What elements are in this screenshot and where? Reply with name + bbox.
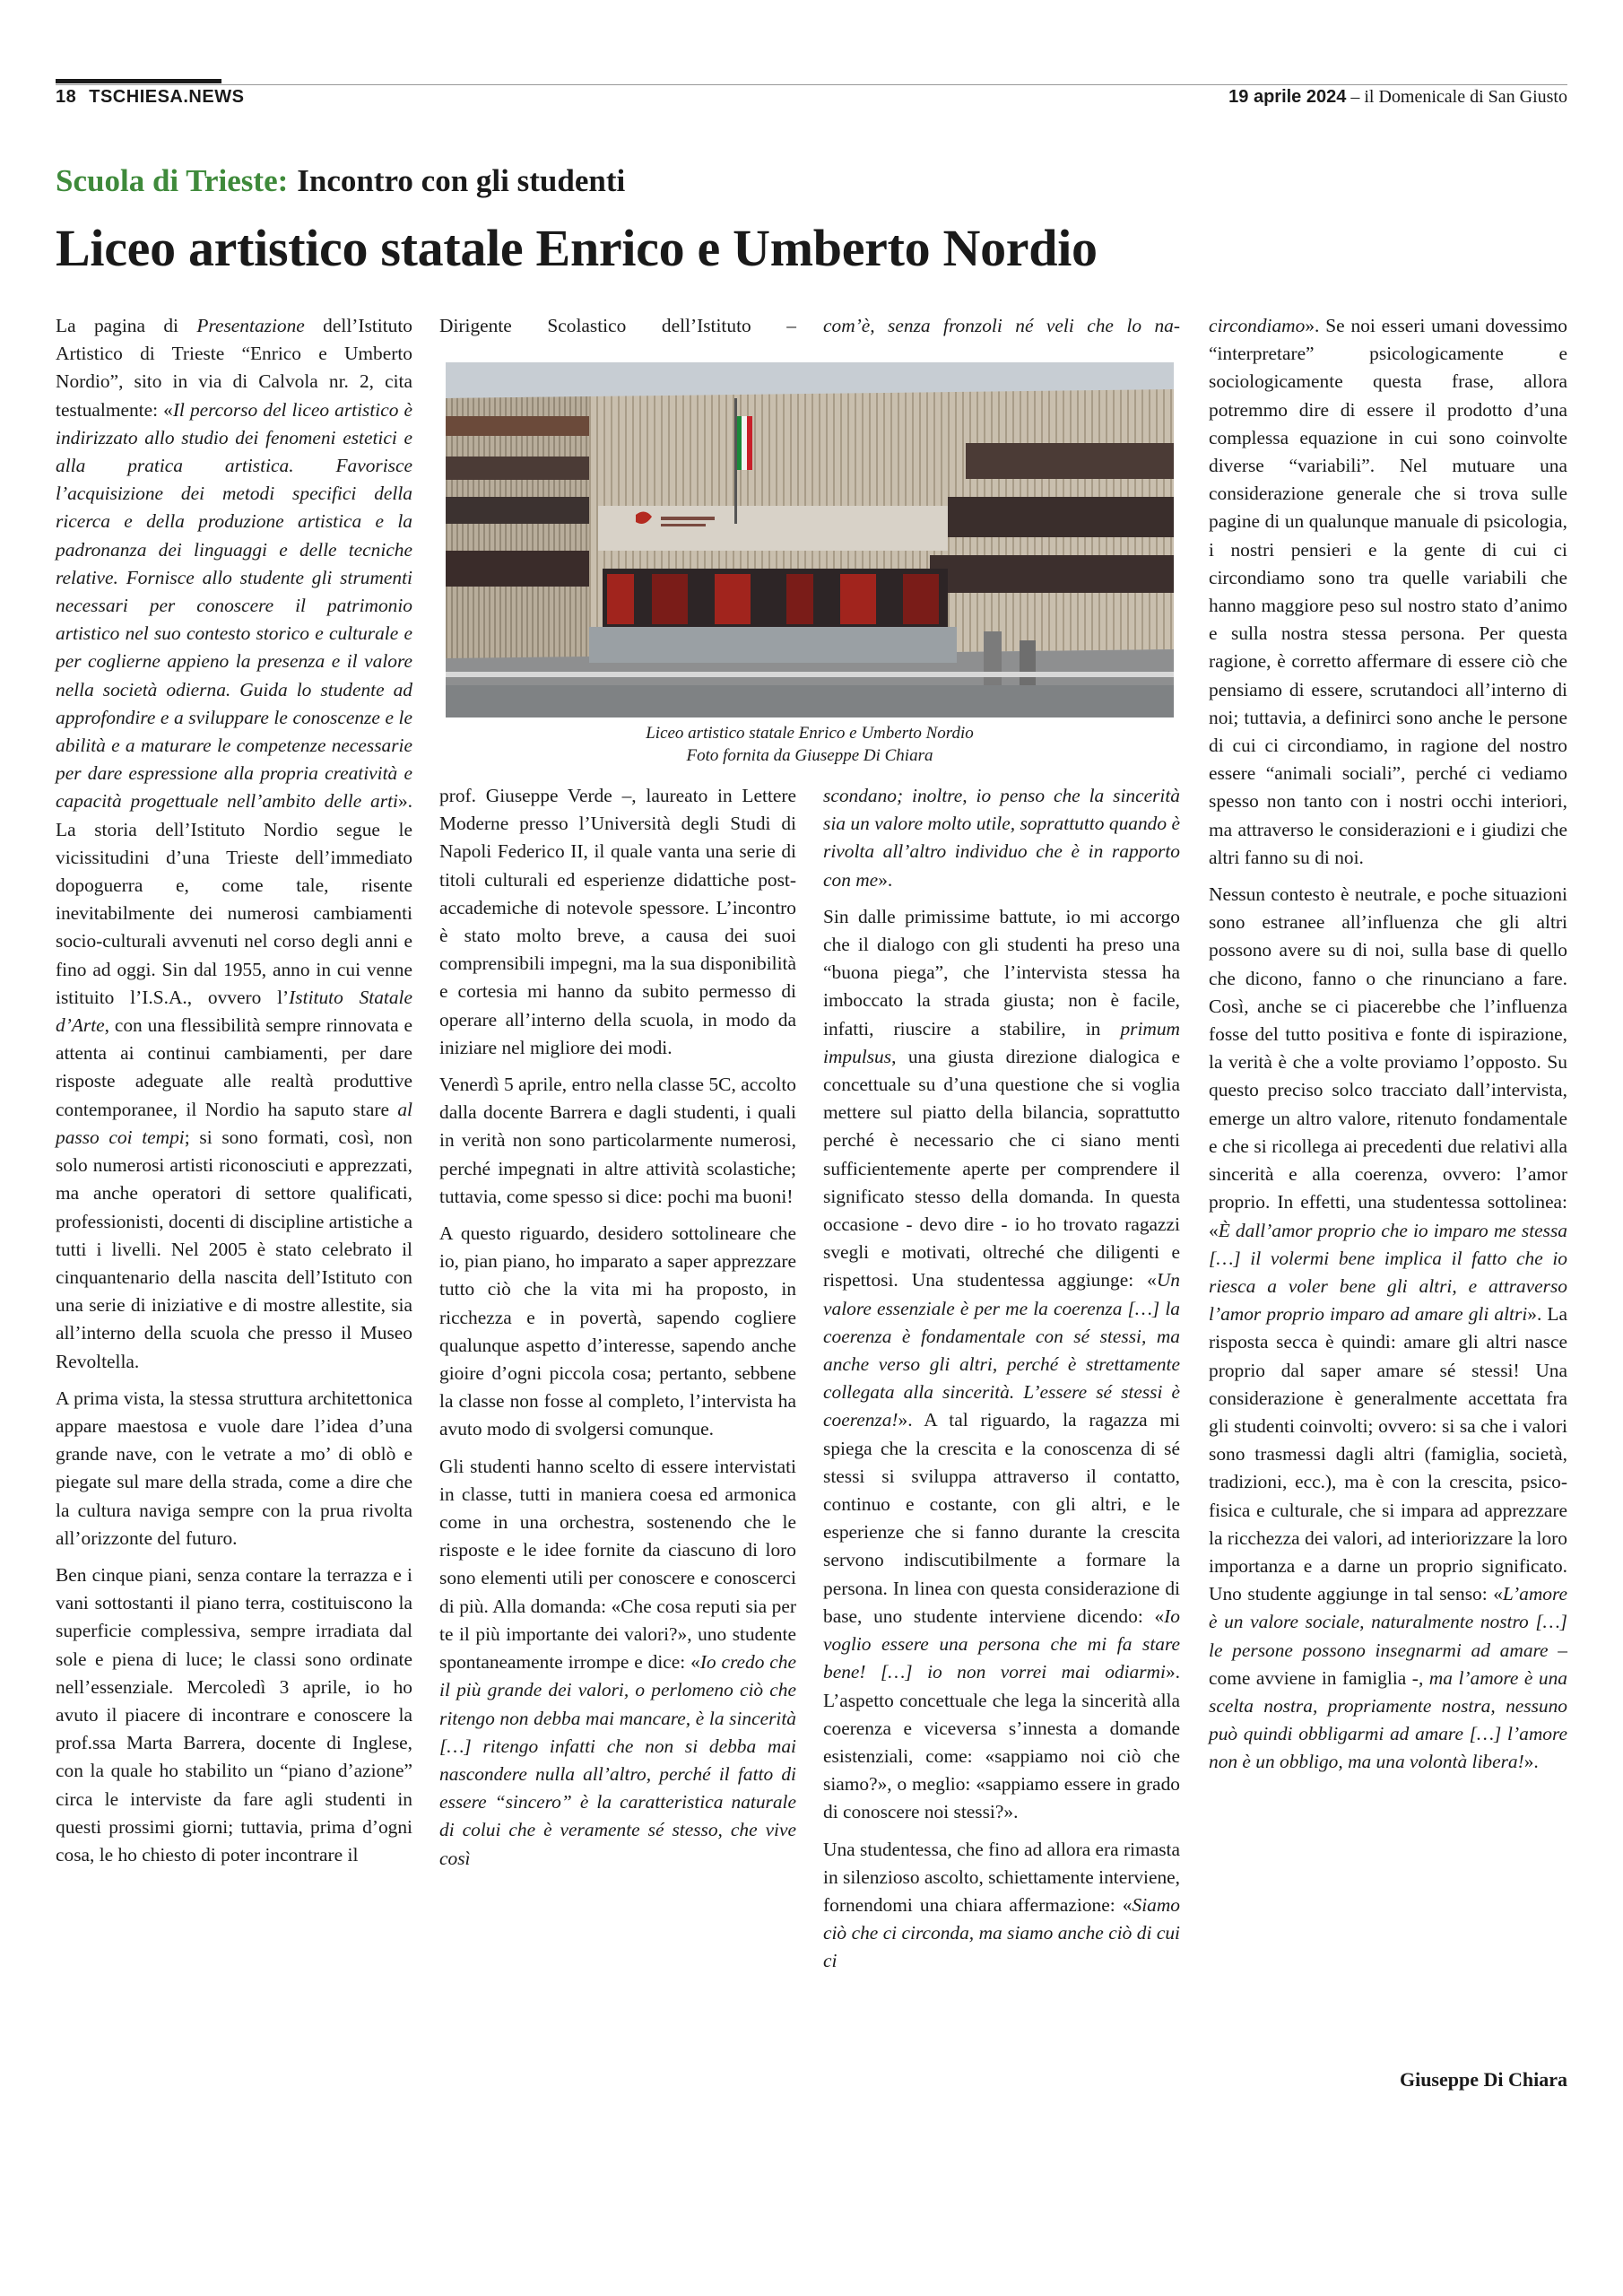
header-separator: – <box>1346 87 1365 107</box>
italian-flag-icon <box>737 416 752 470</box>
paragraph: Gli studenti hanno scelto di essere intervistati in classe, tutti in maniera coesa ed armonica come in una orchestra, sostenendo che le risposte e le idee fornite da ciascuno di loro sono elementi utili per conoscere e conoscerci di più. Alla domanda: «Che cosa reputi sia per te il più importante dei valori?», uno studente spontaneamente irrompe e dice: «Io credo che il più grande dei valori, o perlomeno ciò che ritengo non debba mai mancare, è la sincerità […] ritengo infatti che non si debba mai nascondere nulla all’altro, perché il fatto di essere “sincero” è la caratteristica naturale di colui che è veramente sé stesso, che vive così <box>439 1455 796 1869</box>
caption-line: Liceo artistico statale Enrico e Umberto Nordio <box>646 724 974 743</box>
kicker <box>56 163 625 199</box>
school-building-photo[interactable] <box>446 362 1174 718</box>
paragraph: Sin dalle primissime battute, io mi accorgo che il dialogo con gli studenti ha preso una “buona piega”, che l’intervista stessa ha imboccato la strada giusta; non è facile, infatti, riuscire a stabilire, in primum impulsus, una giusta direzione dialogica e concettuale su d’una questione che si voglia mettere sul piatto della bilancia, soprattutto perché è necessario che ci siano menti sufficientemente aperte per comprendere il significato stesso della domanda. In questa occasione - devo dire - io ho trovato ragazzi svegli e motivati, oltreché che diligenti e rispettosi. Una studentessa aggiunge: «Un valore essenziale è per me la coerenza […] la coerenza è fondamentale con sé stessi, ma anche verso gli altri, perché è strettamente collegata alla sincerità. L’essere sé stessi è coerenza!». A tal riguardo, la ragazza mi spiega che la crescita e la conoscenza di sé stessi si sviluppa attraverso il contatto, continuo e costante, con gli altri, e le esperienze che si fanno durante la crescita servono indiscutibilmente a formare la persona. In linea con questa considerazione di base, uno studente interviene dicendo: «Io voglio essere una persona che mi fa stare bene! […] io non vorrei mai odiarmi». L’aspetto concettuale che lega la sincerità alla coerenza e viceversa s’innesta a domande esistenziali, come: «sappiamo noi ciò che siamo?», o meglio: «sappiamo essere in grado di conoscere noi stessi?». <box>823 905 1180 1823</box>
issue-date: 19 aprile 2024 <box>1228 87 1347 107</box>
caption-line: Foto fornita da Giuseppe Di Chiara <box>686 746 933 765</box>
paragraph: circondiamo». Se noi esseri umani dovessimo “interpretare” psicologicamente e sociologicamente questa frase, allora potremmo dire di essere il prodotto d’una complessa equazione in cui sono coinvolte diverse “variabili”. Nel mutuare una considerazione generale che si trova sulle pagine di un qualunque manuale di psicologia, i nostri pensieri e la gente di cui ci circondiamo sono tra quelle variabili che hanno maggiore peso sul nostro stato d’animo e sulla nostra stessa persona. Per questa ragione, è corretto affermare di essere ciò che pensiamo di essere, scrutandoci all’interno di noi; tuttavia, a definirci sono anche le persone di cui ci circondiamo, in ragione del nostro essere “animali sociali”, perché ci vediamo spesso non tanto con i nostri occhi interiori, ma attraverso le considerazioni e i giudizi che altri fanno su di noi. <box>1209 315 1567 868</box>
paragraph: La pagina di Presentazione dell’Istituto Artistico di Trieste “Enrico e Umberto Nordio”, sito in via di Calvola nr. 2, cita testualmente: «Il percorso del liceo artistico è indirizzato allo studio dei fenomeni estetici e alla pratica artistica. Favorisce l’acquisizione dei metodi specifici della ricerca e della produzione artistica e la padronanza dei linguaggi e delle tecniche relative. Fornisce allo studente gli strumenti necessari per conoscere il patrimonio artistico nel suo contesto storico e culturale e per coglierne appieno la presenza e il valore nella società odierna. Guida lo studente ad approfondire e a sviluppare le conoscenze e le abilità e a maturare le competenze necessarie per dare espressione alla propria creatività e capacità progettuale nell’ambito delle arti». La storia dell’Istituto Nordio segue le vicissitudini d’una Trieste dell’immediato dopoguerra e, come tale, risente inevitabilmente dei numerosi cambiamenti socio-culturali avvenuti nel corso degli anni e fino ad oggi. Sin dal 1955, anno in cui venne istituito l’I.S.A., ovvero l’Istituto Statale d’Arte, con una flessibilità sempre rinnovata e attenta ai continui cambiamenti, per dare risposte adeguate alle realtà produttive contemporanee, il Nordio ha saputo stare al passo coi tempi; si sono formati, così, non solo numerosi artisti riconosciuti e apprezzati, ma anche operatori di settore qualificati, professionisti, docenti di discipline artistiche a tutti i livelli. Nel 2005 è stato celebrato il cinquantenario della nascita dell’Istituto con una serie di iniziative e di mostre allestite, sia all’interno della scuola che presso il Museo Revoltella. <box>56 315 413 1372</box>
page-header <box>56 87 1567 110</box>
header-rule <box>56 84 1567 85</box>
publication-name: il Domenicale di San Giusto <box>1364 87 1567 107</box>
photo-figure <box>446 362 1174 767</box>
page-title: Liceo artistico statale Enrico e Umberto Nordio <box>56 219 1098 277</box>
photo-caption <box>446 722 1174 767</box>
author-signature: Giuseppe Di Chiara <box>1399 2068 1567 2091</box>
article-column-2-top <box>439 312 796 349</box>
paragraph-line: Dirigente Scolastico dell’Istituto – <box>439 315 796 336</box>
article-column-3 <box>823 782 1180 1985</box>
site-name[interactable]: TSCHIESA.NEWS <box>89 87 245 107</box>
paragraph: scondano; inoltre, io penso che la sincerità sia un valore molto utile, soprattutto quando è rivolta all’altro individuo che è in rapporto con me». <box>823 785 1180 891</box>
paragraph: prof. Giuseppe Verde –, laureato in Lettere Moderne presso l’Università degli Studi di Napoli Federico II, il quale vanta una serie di titoli culturali ed esperienze didattiche post-accademiche di notevole spessore. L’incontro è stato molto breve, a causa dei suoi comprensibili impegni, ma la sua disponibilità e cortesia mi hanno da subito permesso di operare all’interno della scuola, in modo da iniziare nel migliore dei modi. <box>439 785 796 1058</box>
kicker-section: Scuola di Trieste: <box>56 163 289 198</box>
paragraph: Una studentessa, che fino ad allora era rimasta in silenzioso ascolto, schiettamente interviene, fornendomi una chiara affermazione: «Siamo ciò che ci circonda, ma siamo anche ciò di cui ci <box>823 1838 1180 1972</box>
header-right <box>1228 87 1567 108</box>
article-column-1 <box>56 312 412 1878</box>
header-rule-accent <box>56 79 221 83</box>
article-column-4 <box>1209 312 1567 1786</box>
paragraph: Ben cinque piani, senza contare la terrazza e i vani sottostanti il piano terra, costituiscono la superficie complessiva, sempre irradiata dal sole e piena di luce; le classi sono ordinate nell’essenziale. Mercoledì 3 aprile, io ho avuto il piacere di incontrare e conoscere la prof.ssa Marta Barrera, docente di Inglese, con la quale ho stabilito un “piano d’azione” circa le interviste da fare agli studenti in questi prossimi giorni; tuttavia, prima d’ogni cosa, le ho chiesto di poter incontrare il <box>56 1563 412 1866</box>
paragraph: A prima vista, la stessa struttura architettonica appare maestosa e vuole dare l’idea d’una grande nave, con le vetrate a mo’ di oblò e piegate sul mare della strada, come a dire che la cultura naviga sempre con la prua rivolta all’orizzonte del futuro. <box>56 1387 412 1549</box>
page-number: 18 <box>56 87 77 107</box>
article-column-3-top <box>823 312 1180 349</box>
paragraph-line: com’è, senza fronzoli né veli che lo na- <box>823 315 1180 336</box>
paragraph: Nessun contesto è neutrale, e poche situazioni sono estranee all’influenza che gli altri possono avere su di noi, sulla base di quello che dicono, fanno o che rinunciano a fare. Così, anche se ci piacerebbe che l’influenza fosse del tutto positiva e fonte di ispirazione, la verità è che a volte proviamo l’opposto. Su questo preciso solco tracciato dall’intervista, emerge un altro valore, ritenuto fondamentale e che si ricollega ai precedenti due relativi alla sincerità e alla coerenza, ovvero: l’amor proprio. In effetti, una studentessa sottolinea: «È dall’amor proprio che io imparo me stessa […] il volermi bene implica il fatto che io riesca a voler bene gli altri, e attraverso l’amor proprio imparo ad amare gli altri». La risposta secca è quindi: amare gli altri nasce proprio dal saper amare sé stessi! Una considerazione è generalmente accettata fra gli studenti coinvolti; ovvero: si sa che i valori sono trasmessi dagli altri (famiglia, società, tradizioni, ecc.), ma è con la crescita, psico-fisica e culturale, che si impara ad apprezzare la ricchezza dei valori, ad interiorizzare la loro importanza e a darne un proprio significato. Uno studente aggiunge in tal senso: «L’amore è un valore sociale, naturalmente nostro […] le persone possono insegnarmi ad amare – come avviene in famiglia -, ma l’amore è una scelta nostra, propriamente nostra, nessuno può quindi obbligarmi ad amare […] l’amore non è un obbligo, ma una volontà libera!». <box>1209 883 1567 1773</box>
paragraph: Venerdì 5 aprile, entro nella classe 5C, accolto dalla docente Barrera e dagli studenti, i quali in verità non sono particolarmente numerosi, perché impegnati in altre attività scolastiche; tuttavia, come spesso si dice: pochi ma buoni! <box>439 1074 796 1207</box>
header-left <box>56 87 244 108</box>
kicker-topic: Incontro con gli studenti <box>297 163 626 198</box>
paragraph: A questo riguardo, desidero sottolineare che io, pian piano, ho imparato a saper apprezzare tutto ciò che la vita mi ha proposto, in ricchezza e in povertà, sapendo cogliere qualunque aspetto d’interesse, sapendo anche gioire d’ogni piccola cosa; pertanto, sebbene la classe non fosse al completo, l’intervista ha avuto modo di svolgersi comunque. <box>439 1222 796 1440</box>
article-column-2 <box>439 782 796 1882</box>
